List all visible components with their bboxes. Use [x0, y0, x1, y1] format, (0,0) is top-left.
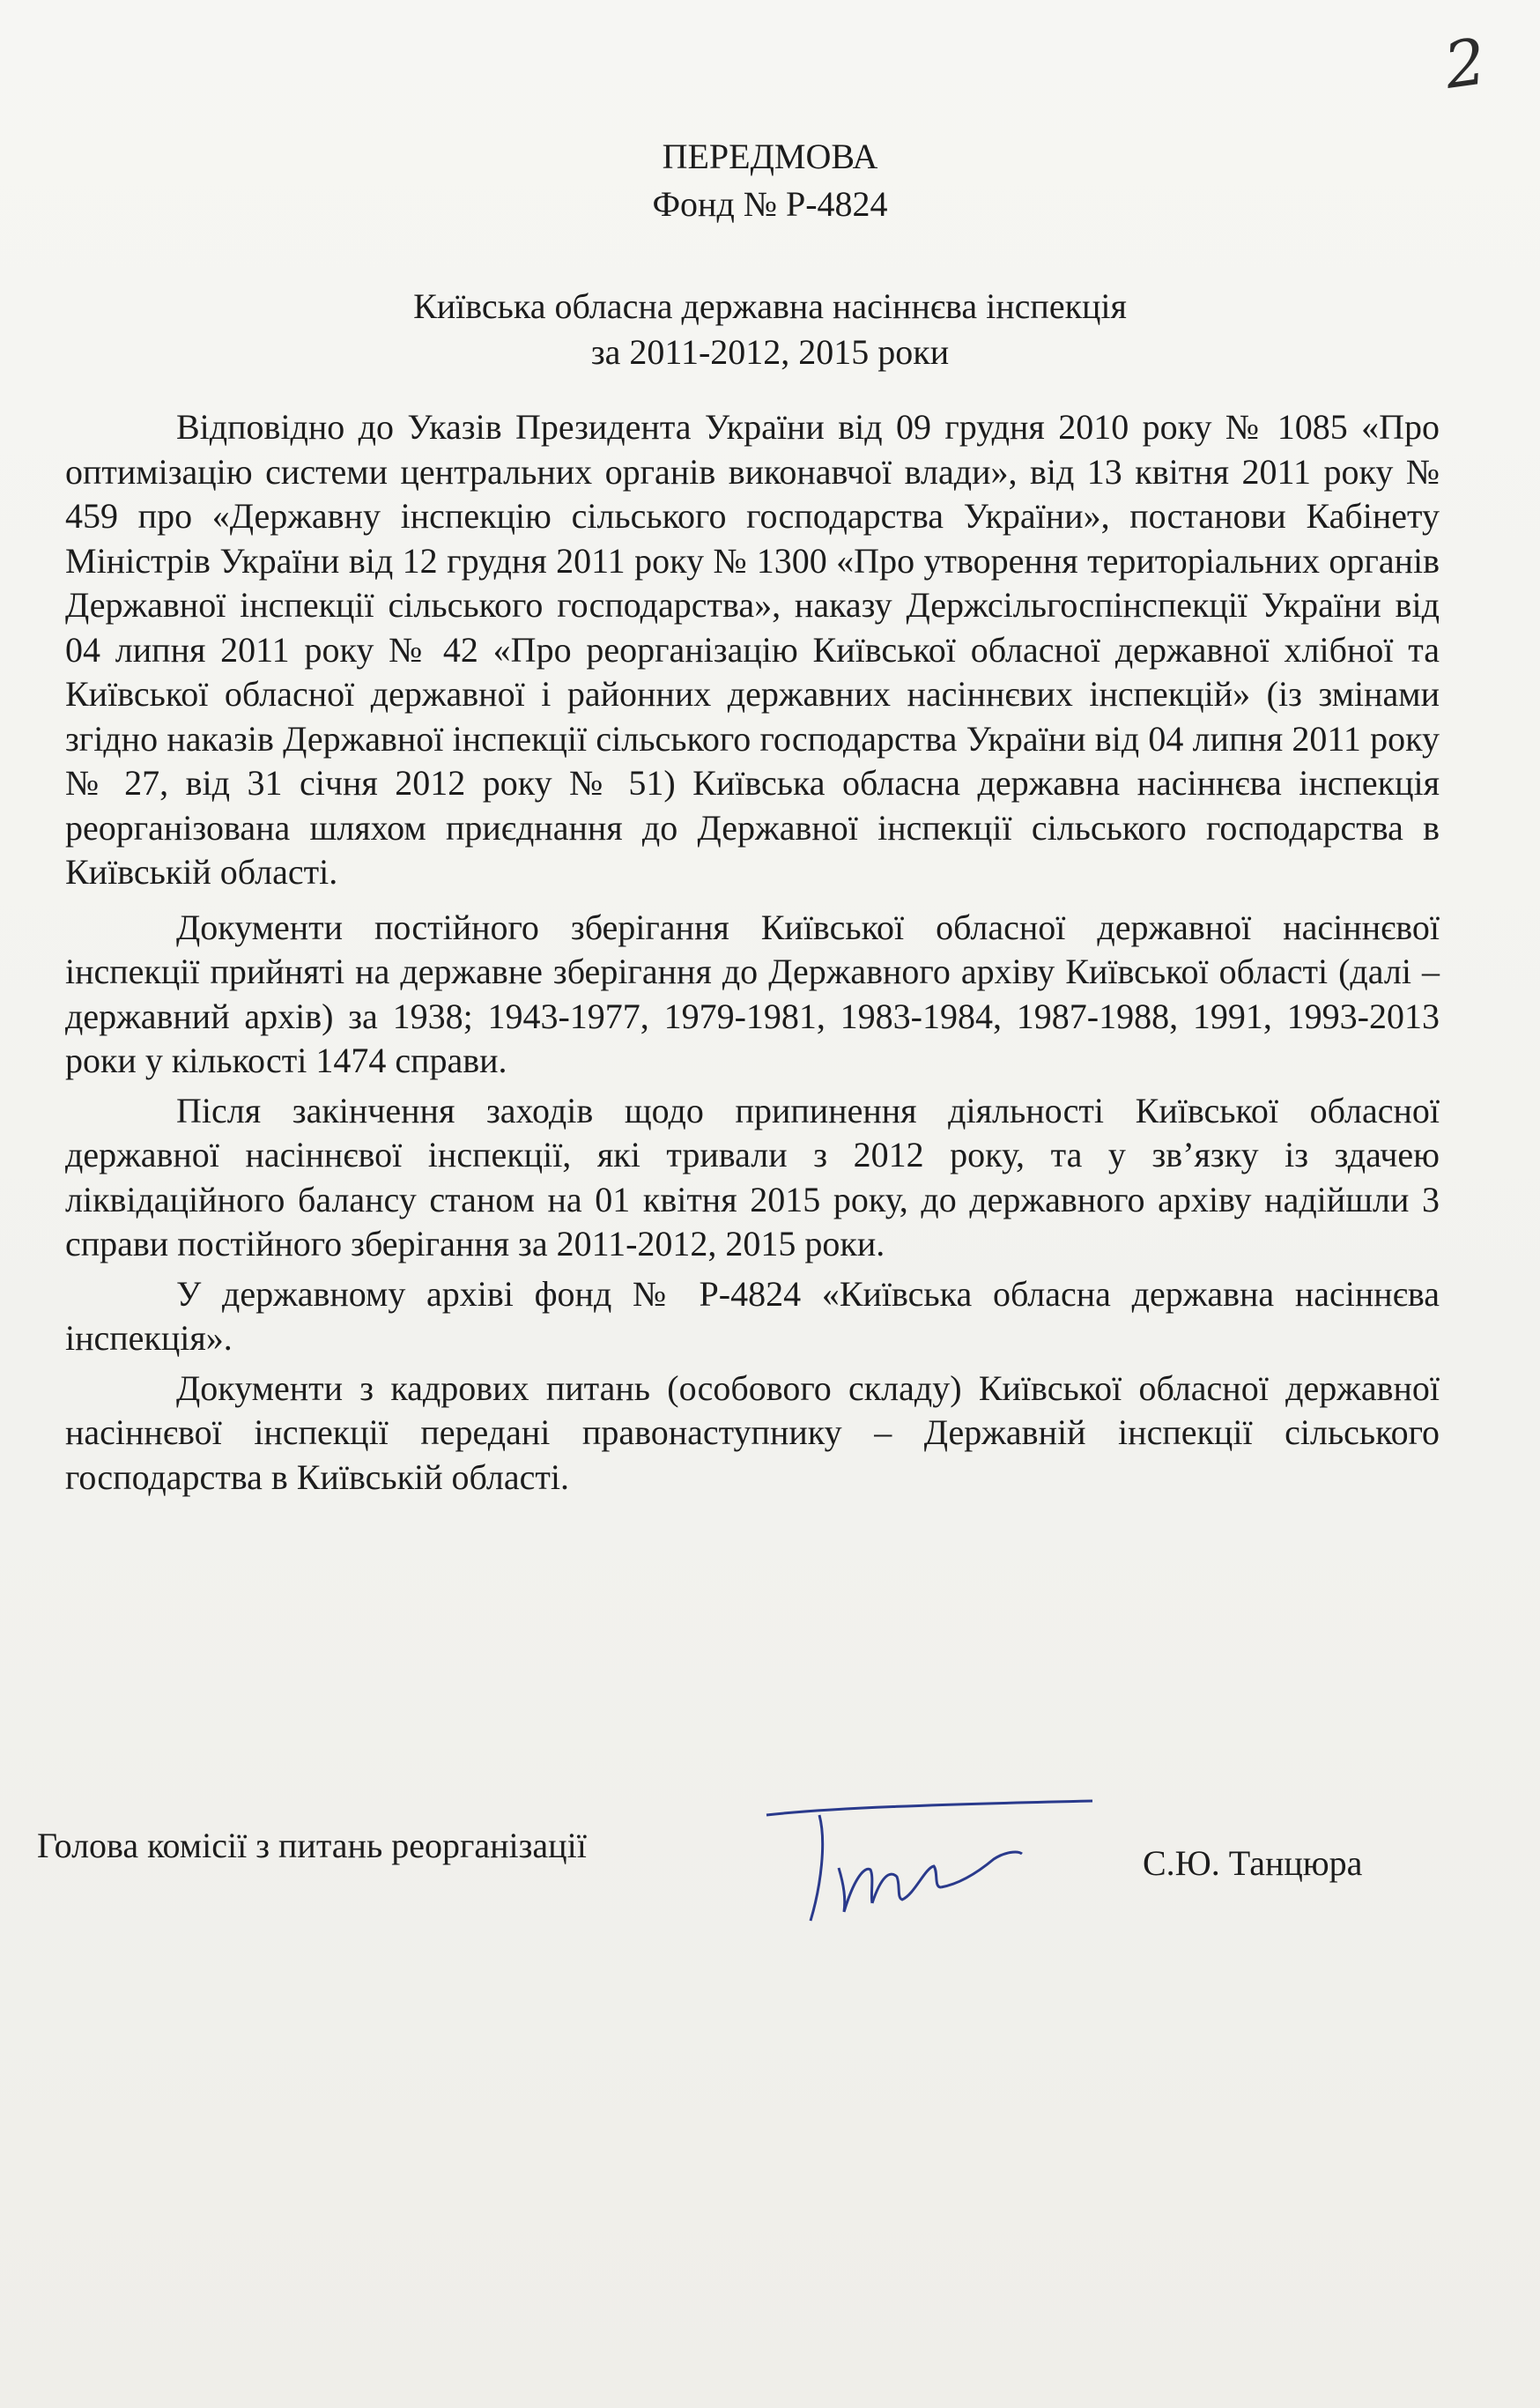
- organization-name: Київська обласна державна насіннєва інспекція: [413, 286, 1127, 326]
- paragraph-1: Відповідно до Указів Президента України від 09 грудня 2010 року № 1085 «Про оптимізацію системи центральних органів виконавчої влади», від 13 квітня 2011 року № 459 про «Державну інспекцію сільського господарства України», постанови Кабінету Міністрів України від 12 грудня 2011 року № 1300 «Про утворення територіальних органів Державної інспекції сільського господарства», наказу Держсільгоспінспекції України від 04 липня 2011 року № 42 «Про реорганізацію Київської обласної державної хлібної та Київської обласної державної і районних державних насіннєвих інспекцій» (із змінами згідно наказів Державної інспекції сільського господарства України від 04 липня 2011 року № 27, від 31 січня 2012 року № 51) Київська обласна державна насіннєва інспекція реорганізована шляхом приєднання до Державної інспекції сільського господарства в Київській області.: [65, 407, 1440, 892]
- paragraph-5: Документи з кадрових питань (особового складу) Київської обласної державної насіннєвої інспекції передані правонаступнику – Державній інспекції сільського господарства в Київській області.: [65, 1367, 1440, 1497]
- signatory-name: С.Ю. Танцюра: [1143, 1843, 1363, 1883]
- page-number: 2: [1440, 24, 1491, 103]
- document-body: [65, 405, 1440, 1500]
- handwritten-signature: [758, 1789, 1110, 1938]
- paragraph-2: Документи постійного зберігання Київської обласної державної насіннєвої інспекції прийняті на державне зберігання до Державного архіву Київської області (далі – державний архів) за 1938; 1943-1977, 1979-1981, 1983-1984, 1987-1988, 1991, 1993-2013 роки у кількості 1474 справи.: [65, 907, 1440, 1080]
- paragraph-4: У державному архіві фонд № Р-4824 «Київська обласна державна насіннєва інспекція».: [65, 1273, 1440, 1358]
- years-range: за 2011-2012, 2015 роки: [590, 332, 950, 372]
- signatory-role: Голова комісії з питань реорганізації: [37, 1826, 587, 1865]
- document-title: ПЕРЕДМОВА: [662, 137, 878, 176]
- fond-number: Фонд № Р-4824: [652, 184, 888, 224]
- paragraph-3: Після закінчення заходів щодо припинення діяльності Київської обласної державної насіннєвої інспекції, які тривали з 2012 року, та у зв’язку із здачею ліквідаційного балансу станом на 01 квітня 2015 року, до державного архіву надійшли 3 справи постійного зберігання за 2011-2012, 2015 роки.: [65, 1090, 1440, 1263]
